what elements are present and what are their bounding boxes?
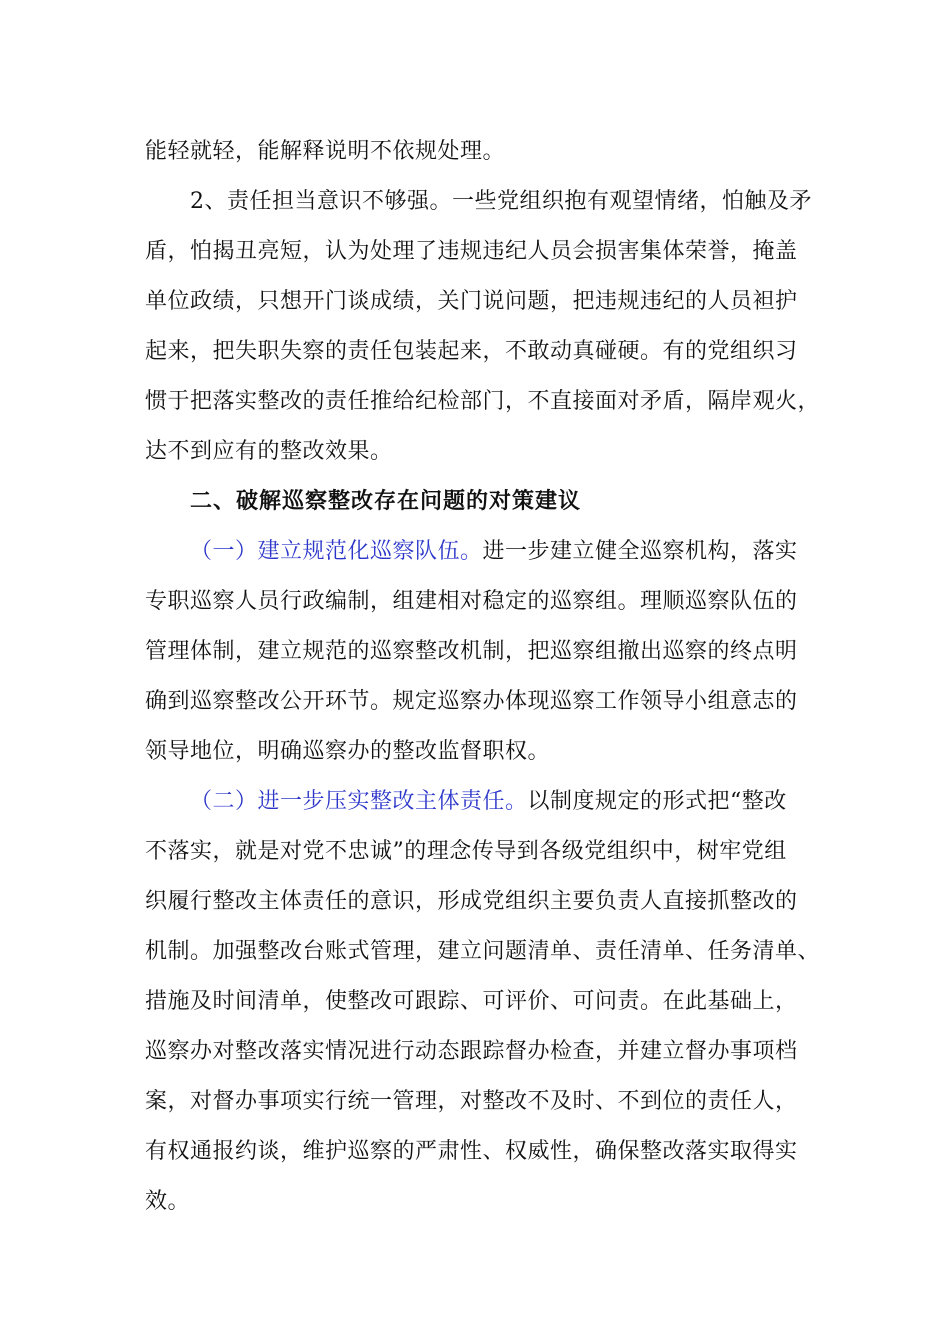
subsection-heading: （一）建立规范化巡察队伍。: [190, 539, 483, 564]
paragraph-line: 案，对督办事项实行统一管理，对整改不及时、不到位的责任人，: [145, 1089, 798, 1114]
paragraph-line: 效。: [145, 1189, 191, 1214]
paragraph-line: 领导地位，明确巡察办的整改监督职权。: [145, 739, 551, 764]
paragraph-text: 进一步建立健全巡察机构，落实: [482, 539, 798, 564]
paragraph-line: 确到巡察整改公开环节。规定巡察办体现巡察工作领导小组意志的: [145, 689, 798, 714]
paragraph-line: 管理体制，建立规范的巡察整改机制，把巡察组撤出巡察的终点明: [145, 639, 798, 664]
paragraph-line: [190, 537, 835, 567]
paragraph-line: 盾，怕揭丑亮短，认为处理了违规违纪人员会损害集体荣誉，掩盖: [145, 239, 798, 264]
paragraph-line: 巡察办对整改落实情况进行动态跟踪督办检查，并建立督办事项档: [145, 1039, 798, 1064]
paragraph-line: 机制。加强整改台账式管理，建立问题清单、责任清单、任务清单、: [145, 939, 821, 964]
paragraph-line: 专职巡察人员行政编制，组建相对稳定的巡察组。理顺巡察队伍的: [145, 589, 798, 614]
paragraph-text: 以制度规定的形式把“整改: [527, 789, 787, 814]
paragraph-line: 起来，把失职失察的责任包装起来，不敢动真碰硬。有的党组织习: [145, 339, 798, 364]
paragraph-line: 织履行整改主体责任的意识，形成党组织主要负责人直接抓整改的: [145, 889, 798, 914]
paragraph-line: [190, 787, 835, 817]
paragraph-line: 不落实，就是对党不忠诚”的理念传导到各级党组织中，树牢党组: [145, 839, 787, 864]
paragraph-line: 单位政绩，只想开门谈成绩，关门说问题，把违规违纪的人员袒护: [145, 289, 798, 314]
subsection-heading: （二）进一步压实整改主体责任。: [190, 789, 528, 814]
section-heading: 二、破解巡察整改存在问题的对策建议: [190, 489, 582, 514]
paragraph-line: 措施及时间清单，使整改可跟踪、可评价、可问责。在此基础上，: [145, 989, 798, 1014]
paragraph-line: 2、责任担当意识不够强。一些党组织抱有观望情绪，怕触及矛: [190, 189, 812, 214]
paragraph-line: 能轻就轻，能解释说明不依规处理。: [145, 139, 506, 164]
paragraph-line: 有权通报约谈，维护巡察的严肃性、权威性，确保整改落实取得实: [145, 1139, 798, 1164]
paragraph-line: 达不到应有的整改效果。: [145, 439, 393, 464]
paragraph-line: 惯于把落实整改的责任推给纪检部门，不直接面对矛盾，隔岸观火，: [145, 389, 821, 414]
